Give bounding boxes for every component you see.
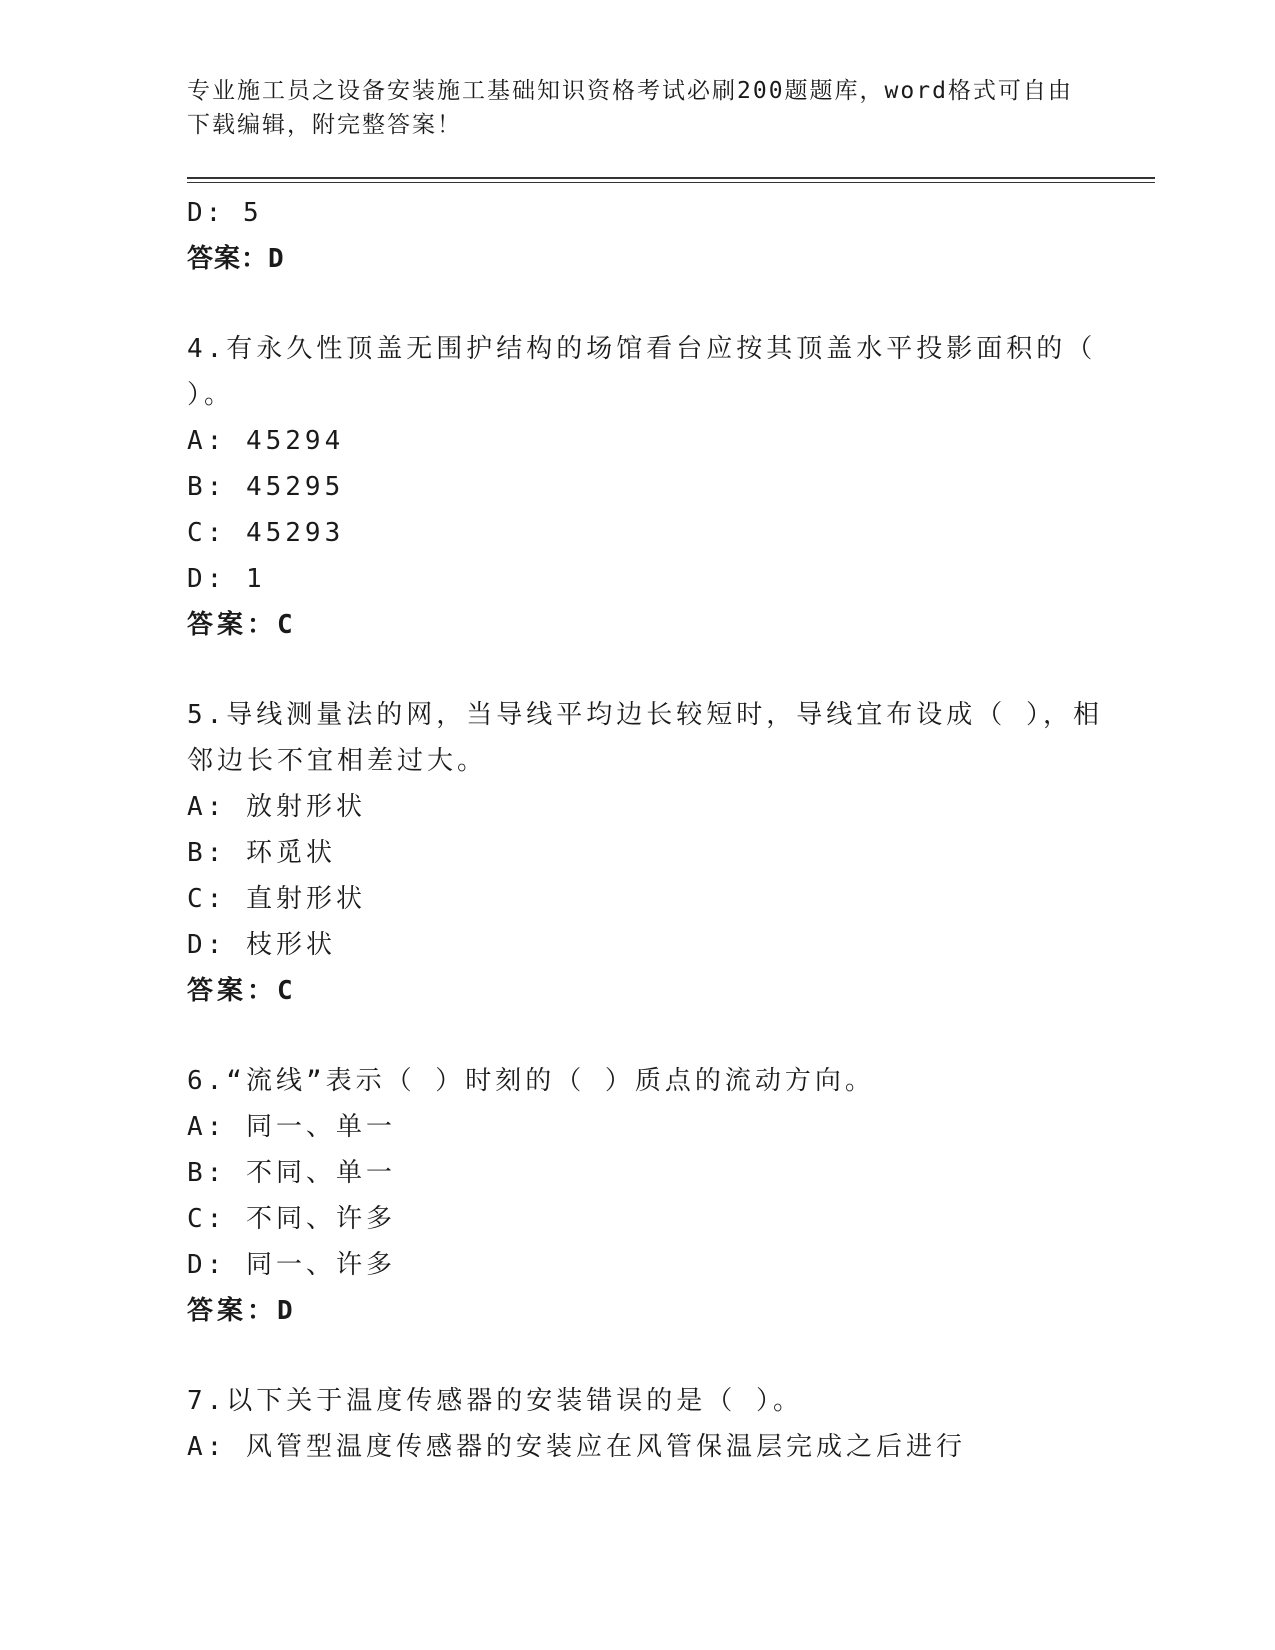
header-title-line-2: 下载编辑，附完整答案！ <box>187 112 462 138</box>
question-content <box>187 190 1103 1470</box>
option-d: D: 5 <box>187 198 262 228</box>
option-c: C: 不同、许多 <box>187 1204 396 1234</box>
question-stem-continued: ）。 <box>187 380 235 410</box>
question-4 <box>187 326 1097 648</box>
answer-label: 答案：C <box>187 976 297 1006</box>
answer-label: 答案：D <box>187 244 285 274</box>
option-a: A: 同一、单一 <box>187 1112 396 1142</box>
question-stem-continued: 邻边长不宜相差过大。 <box>187 746 488 776</box>
answer-label: 答案：D <box>187 1296 297 1326</box>
option-c: C: 45293 <box>187 518 345 548</box>
option-a: A: 45294 <box>187 426 345 456</box>
option-d: D: 1 <box>187 564 266 594</box>
option-a: A: 风管型温度传感器的安装应在风管保温层完成之后进行 <box>187 1432 966 1462</box>
question-stem: 4.有永久性顶盖无围护结构的场馆看台应按其顶盖水平投影面积的（ <box>187 334 1097 364</box>
previous-question-fragment <box>187 190 1087 282</box>
header-title-line-1: 专业施工员之设备安装施工基础知识资格考试必刷200题题库，word格式可自由 <box>187 78 1073 104</box>
document-header <box>187 74 1087 142</box>
header-divider-thin <box>187 182 1155 183</box>
question-5 <box>187 692 1103 1014</box>
header-divider-thick <box>187 177 1155 179</box>
option-d: D: 枝形状 <box>187 930 336 960</box>
answer-label: 答案：C <box>187 610 297 640</box>
option-b: B: 环觅状 <box>187 838 336 868</box>
option-a: A: 放射形状 <box>187 792 366 822</box>
question-stem: 7.以下关于温度传感器的安装错误的是（ ）。 <box>187 1386 803 1416</box>
question-stem: 5.导线测量法的网，当导线平均边长较短时，导线宜布设成（ ），相 <box>187 700 1103 730</box>
question-stem: 6.“流线”表示（ ）时刻的（ ）质点的流动方向。 <box>187 1066 875 1096</box>
question-6 <box>187 1058 1087 1334</box>
option-b: B: 45295 <box>187 472 345 502</box>
option-d: D: 同一、许多 <box>187 1250 396 1280</box>
option-b: B: 不同、单一 <box>187 1158 396 1188</box>
option-c: C: 直射形状 <box>187 884 366 914</box>
question-7 <box>187 1378 1087 1470</box>
